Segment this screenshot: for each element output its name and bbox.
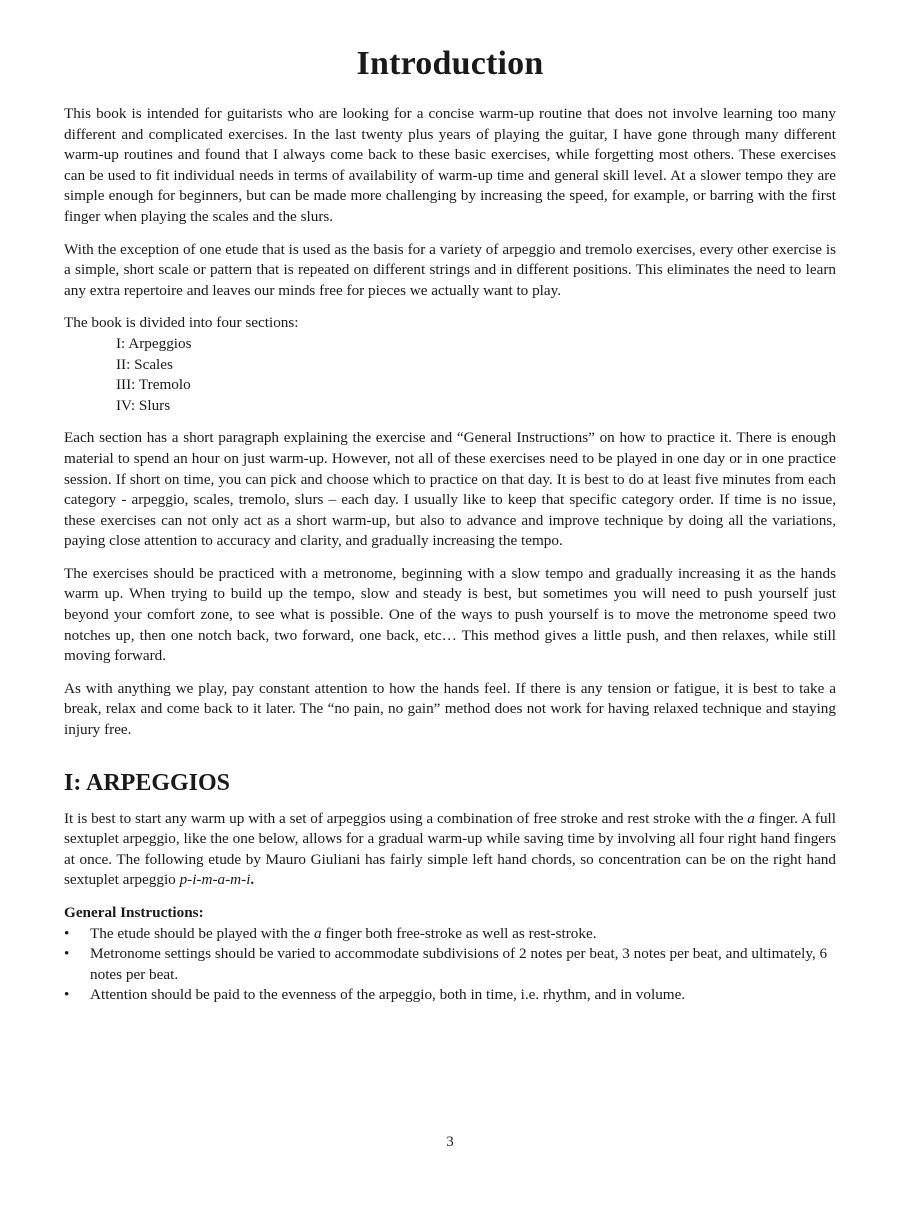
arpeggios-intro-text-2: finger. A full sextuplet arpeggio, like the one below, allows for a gradual warm-up while saving time by involving all four right hand fingers at once. The following etude by Mauro Giuliani has fairly simple left hand chords, so concentration can be on the right hand sextuplet arpeggio bbox=[64, 809, 836, 889]
intro-paragraph-6: As with anything we play, pay constant attention to how the hands feel. If there is any tension or fatigue, it is best to take a break, relax and come back to it later. The “no pain, no gain” method does not work for having relaxed technique and staying injury free. bbox=[64, 679, 836, 739]
general-instructions-list bbox=[64, 924, 836, 1006]
intro-paragraph-5: The exercises should be practiced with a metronome, beginning with a slow tempo and gradually increasing it as the hands warm up. When trying to build up the tempo, slow and steady is best, but sometimes you will need to push yourself just beyond your comfort zone, to see what is possible. One of the ways to push yourself is to move the metronome speed two notches up, then one notch back, two forward, one back, etc… This method gives a little push, and then relaxes, while still moving forward. bbox=[64, 564, 836, 665]
instruction-item-3 bbox=[64, 985, 836, 1006]
arpeggios-intro-pattern: p-i-m-a-m-i bbox=[179, 871, 251, 889]
instruction-item-1 bbox=[64, 924, 836, 945]
arpeggios-intro-finger-a: a bbox=[747, 809, 755, 827]
instruction-2-text: Metronome settings should be varied to accommodate subdivisions of 2 notes per beat, 3 notes per beat, and ultimately, 6 notes per beat. bbox=[90, 945, 828, 983]
section-item-tremolo: III: Tremolo bbox=[116, 376, 191, 394]
instruction-3-text: Attention should be paid to the evenness of the arpeggio, both in time, i.e. rhythm, and in volume. bbox=[90, 986, 686, 1004]
instruction-1-finger-a: a bbox=[313, 924, 322, 942]
intro-paragraph-2: With the exception of one etude that is used as the basis for a variety of arpeggio and tremolo exercises, every other exercise is a simple, short scale or pattern that is repeated on different strings and in different positions. This eliminates the need to learn any extra repertoire and leaves our minds free for pieces we actually want to play. bbox=[64, 240, 836, 299]
sections-intro: The book is divided into four sections: bbox=[64, 314, 299, 332]
sections-list bbox=[64, 334, 836, 416]
section-item-arpeggios: I: Arpeggios bbox=[116, 334, 192, 352]
section-heading-arpeggios: I: ARPEGGIOS bbox=[64, 769, 231, 796]
arpeggios-intro-end: . bbox=[250, 871, 255, 889]
page-number: 3 bbox=[446, 1134, 454, 1150]
instruction-1-text-a: The etude should be played with the bbox=[90, 924, 314, 942]
general-instructions-heading: General Instructions: bbox=[64, 904, 204, 921]
section-item-scales: II: Scales bbox=[116, 355, 173, 373]
intro-paragraph-4: Each section has a short paragraph explaining the exercise and “General Instructions” on how to practice it. There is enough material to spend an hour on just warm-up. However, not all of these exercises need to be played in one day or in one practice session. If short on time, you can pick and choose which to practice on that day. It is best to do at least five minutes from each category - arpeggio, scales, tremolo, slurs – each day. I usually like to keep that specific category order. If time is no issue, these exercises can not only act as a short warm-up, but also to advance and improve technique by doing all the variations, paying close attention to accuracy and clarity, and gradually increasing the tempo. bbox=[64, 429, 836, 550]
section-item-slurs: IV: Slurs bbox=[116, 396, 171, 414]
bullet-icon: • bbox=[64, 945, 70, 963]
bullet-icon: • bbox=[64, 986, 70, 1004]
intro-paragraph-1: This book is intended for guitarists who are looking for a concise warm-up routine that does not involve learning too many different and complicated exercises. In the last twenty plus years of playing the guitar, I have gone through many different warm-up routines and found that I always come back to these basic exercises, while forgetting most others. These exercises can be used to fit individual needs in terms of availability of warm-up time and general skill level. At a slower tempo they are simple enough for beginners, but can be made more challenging by increasing the speed, for example, or barring with the first finger when playing the scales and the slurs. bbox=[64, 105, 836, 225]
page-title: Introduction bbox=[356, 45, 544, 82]
instruction-item-2 bbox=[64, 944, 836, 985]
instruction-1-text-b: finger both free-stroke as well as rest-stroke. bbox=[321, 924, 597, 942]
bullet-icon: • bbox=[64, 924, 70, 942]
arpeggios-intro bbox=[64, 809, 836, 891]
arpeggios-intro-text-1: It is best to start any warm up with a set of arpeggios using a combination of free stroke and rest stroke with the bbox=[64, 809, 748, 827]
